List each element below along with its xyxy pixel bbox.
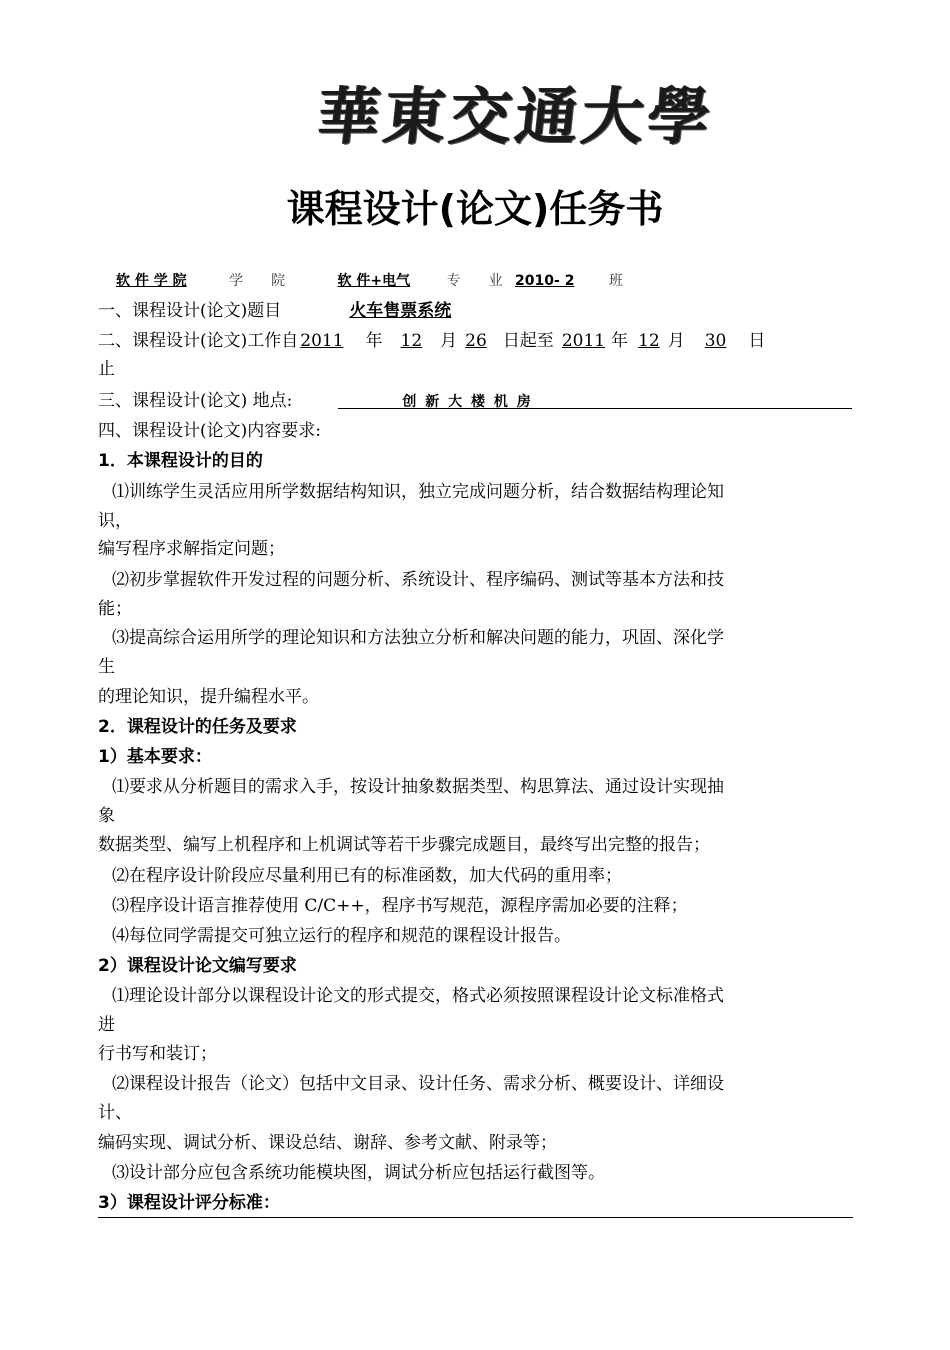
end-year: 2011: [561, 331, 606, 351]
major-suffix: 专 业: [446, 273, 503, 289]
s2-1-item2: ⑵在程序设计阶段应尽量利用已有的标准函数，加大代码的重用率；: [112, 866, 622, 886]
start-month: 12: [400, 331, 423, 351]
topic-label: 一、课程设计(论文)题目: [98, 301, 282, 321]
start-year: 2011: [300, 331, 344, 351]
s2-2-item1-a: ⑴理论设计部分以课程设计论文的形式提交，格式必须按照课程设计论文标准格式: [112, 986, 724, 1006]
s1-item1-b: 识，: [98, 511, 132, 531]
page-title: 课程设计(论文)任务书: [286, 187, 664, 231]
period-line: [98, 330, 765, 352]
s1-item2-a: ⑵初步掌握软件开发过程的问题分析、系统设计、程序编码、测试等基本方法和技: [112, 570, 724, 590]
day-word: 日: [748, 331, 766, 351]
year-word-2: 年: [611, 331, 629, 351]
school-field: 软 件 学 院: [116, 273, 187, 289]
location-underline: [338, 408, 852, 409]
location-line: [98, 390, 533, 413]
major-field: 软 件+电气: [337, 273, 411, 289]
university-logo: 華東交通大學: [314, 80, 718, 153]
s2-1-item1-a: ⑴要求从分析题目的需求入手，按设计抽象数据类型、构思算法、通过设计实现抽: [112, 777, 724, 797]
location-label: 三、课程设计(论文) 地点:: [98, 391, 293, 411]
requirements-heading: 四、课程设计(论文)内容要求:: [98, 421, 321, 441]
info-line: [98, 270, 623, 292]
s2-2-item1-b: 进: [98, 1015, 115, 1035]
s1-item1-a: ⑴训练学生灵活应用所学数据结构知识，独立完成问题分析，结合数据结构理论知: [112, 482, 724, 502]
s2-2-item3: ⑶设计部分应包含系统功能模块图，调试分析应包括运行截图等。: [112, 1163, 605, 1183]
s2-1-item3: ⑶程序设计语言推荐使用 C/C++，程序书写规范，源程序需加必要的注释；: [112, 896, 688, 916]
month-word: 月: [440, 331, 458, 351]
class-field: 2010- 2: [515, 273, 575, 289]
section-2-2-title: 2）课程设计论文编写要求: [98, 956, 297, 976]
school-suffix: 学 院: [229, 273, 286, 289]
section-2-title: 2．课程设计的任务及要求: [98, 717, 297, 737]
bottom-rule: [98, 1217, 853, 1218]
year-word: 年: [365, 331, 383, 351]
s1-item3-c: 的理论知识，提升编程水平。: [98, 687, 319, 707]
end-day: 30: [704, 331, 727, 351]
period-end-word: 止: [98, 359, 115, 379]
s2-2-item1-c: 行书写和装订；: [98, 1044, 217, 1064]
start-day: 26: [465, 331, 487, 351]
s1-item3-a: ⑶提高综合运用所学的理论知识和方法独立分析和解决问题的能力，巩固、深化学: [112, 628, 724, 648]
class-suffix: 班: [608, 273, 623, 289]
period-label: 二、课程设计(论文)工作自: [98, 331, 299, 351]
location-value: 创 新 大 楼 机 房: [402, 394, 533, 410]
topic-line: [98, 300, 451, 322]
month-word-2: 月: [667, 331, 685, 351]
s1-item2-b: 能；: [98, 599, 132, 619]
s1-item3-b: 生: [98, 657, 115, 677]
from-to: 日起至: [502, 331, 554, 351]
s2-2-item2-c: 编码实现、调试分析、课设总结、谢辞、参考文献、附录等；: [98, 1133, 557, 1153]
s2-1-item4: ⑷每位同学需提交可独立运行的程序和规范的课程设计报告。: [112, 926, 571, 946]
s2-1-item1-b: 象: [98, 806, 115, 826]
section-1-title: 1．本课程设计的目的: [98, 451, 263, 471]
s2-2-item2-b: 计、: [98, 1103, 132, 1123]
s2-2-item2-a: ⑵课程设计报告（论文）包括中文目录、设计任务、需求分析、概要设计、详细设: [112, 1074, 724, 1094]
topic-value: 火车售票系统: [349, 301, 452, 321]
section-2-3-title: 3）课程设计评分标准：: [98, 1193, 280, 1213]
s2-1-item1-c: 数据类型、编写上机程序和上机调试等若干步骤完成题目，最终写出完整的报告；: [98, 835, 710, 855]
s1-item1-c: 编写程序求解指定问题；: [98, 539, 285, 559]
end-month: 12: [638, 331, 660, 351]
section-2-1-title: 1）基本要求：: [98, 747, 212, 767]
